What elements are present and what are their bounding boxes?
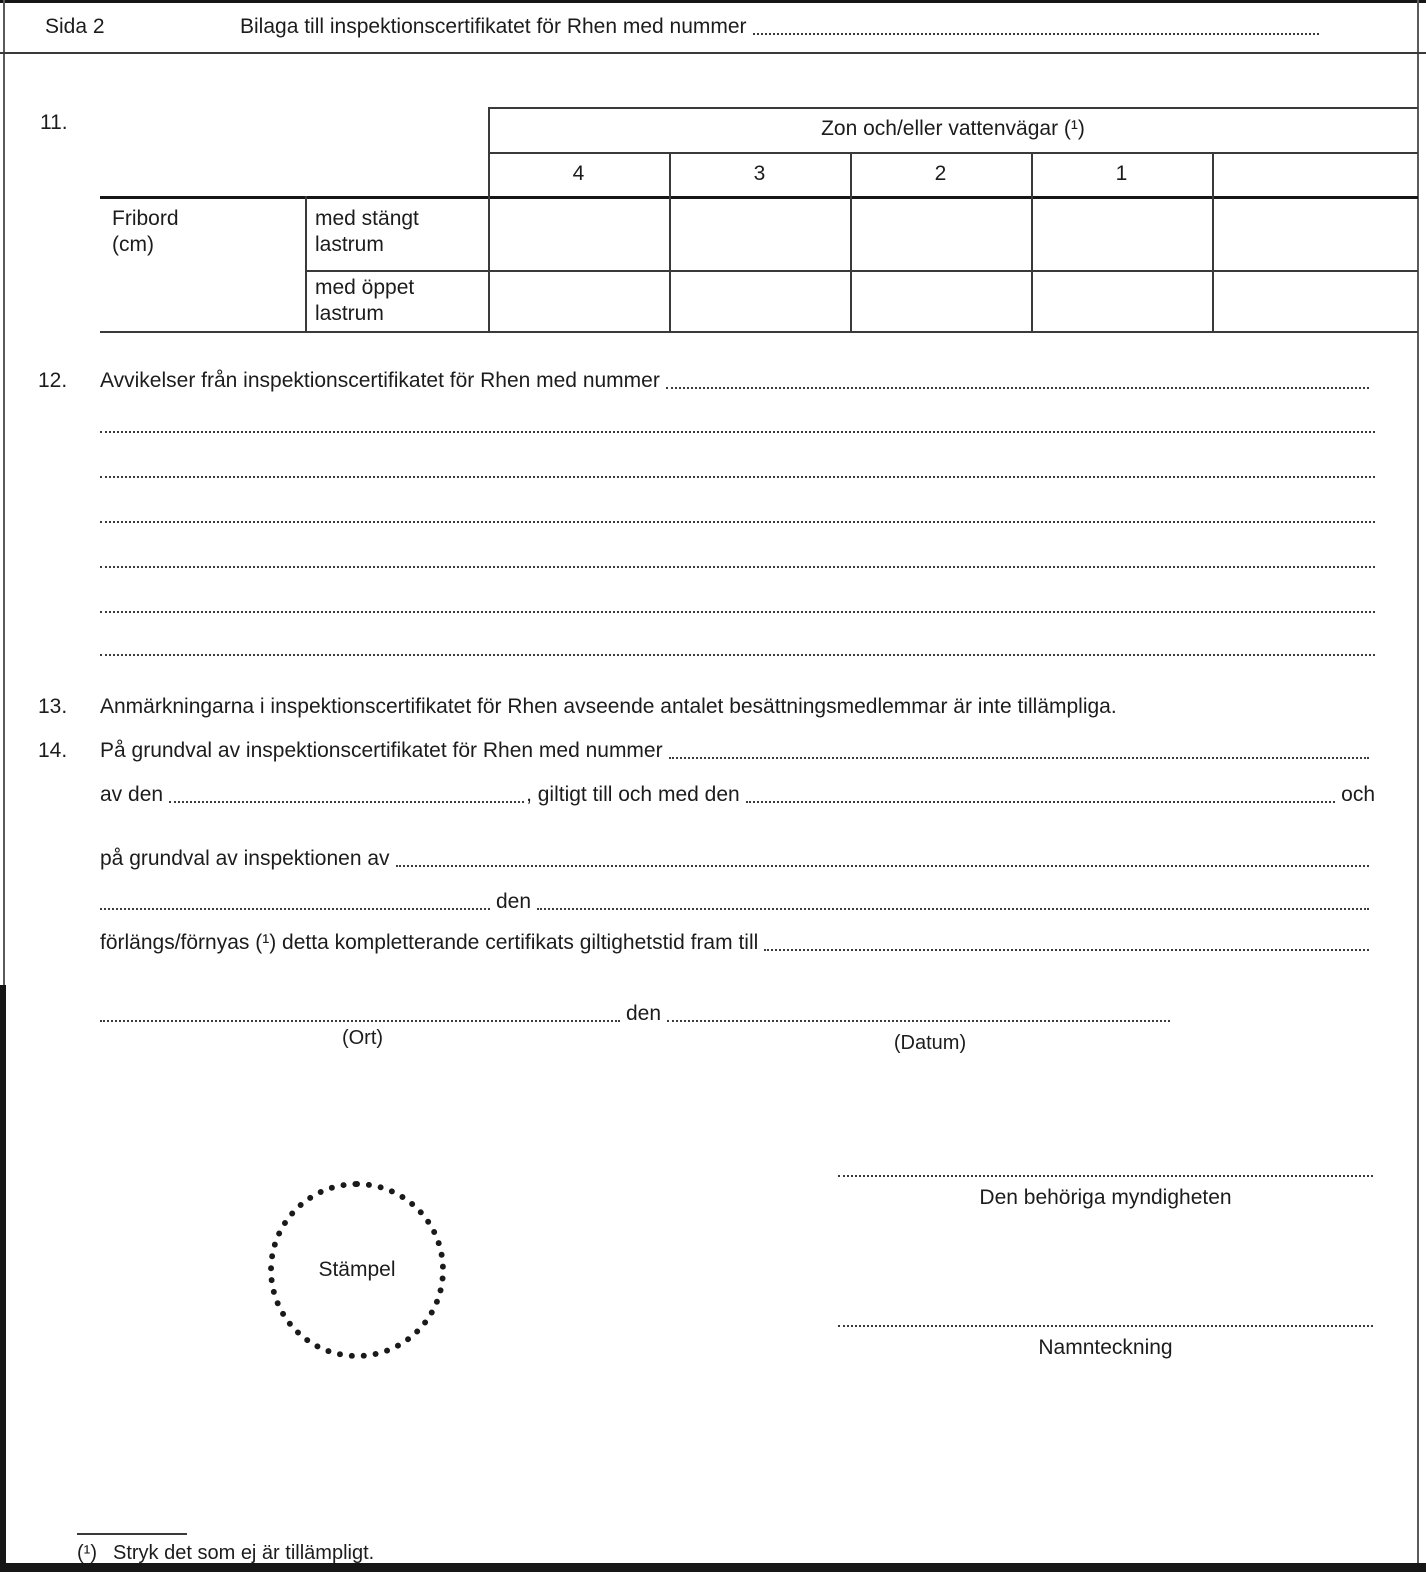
- cell-closed-zone-extra[interactable]: [1214, 199, 1417, 270]
- page-right-border: [1417, 0, 1419, 1572]
- cell-closed-zone-1[interactable]: [1033, 199, 1212, 270]
- section-13: [38, 694, 1375, 720]
- zone-column-1: 1: [1115, 162, 1128, 185]
- page-header: [45, 14, 1325, 40]
- page-title: Bilaga till inspektionscertifikatet för Rhen med nummer: [240, 15, 747, 38]
- freeboard-label-line2: (cm): [112, 233, 154, 257]
- page-number-label: Sida 2: [45, 15, 105, 38]
- field-deviations-line-6[interactable]: [100, 644, 1375, 656]
- section-14-line3: [100, 846, 1375, 872]
- stamp-area: [268, 1181, 446, 1359]
- table-top-line: [488, 107, 1418, 109]
- section-13-number: 13.: [38, 695, 68, 718]
- section-13-text: Anmärkningarna i inspektionscertifikatet för Rhen avseende antalet besättningsmedlemmar är inte tillämpliga.: [100, 695, 1117, 718]
- field-extended-until-date[interactable]: [764, 949, 1369, 951]
- section-14-line3-text: på grundval av inspektionen av: [100, 847, 390, 870]
- header-rule: [0, 52, 1426, 54]
- field-inspection-date[interactable]: [537, 908, 1369, 910]
- field-place[interactable]: [100, 1020, 620, 1022]
- footnote-text: Stryk det som ej är tillämpligt.: [113, 1542, 375, 1564]
- zone-column-3: 3: [753, 162, 766, 185]
- field-name-signature[interactable]: [838, 1315, 1373, 1327]
- footnote: [77, 1541, 1277, 1566]
- field-authority-signature[interactable]: [838, 1165, 1373, 1177]
- section-14-line5-text: förlängs/förnyas (¹) detta kompletterande certifikats giltighetstid fram till: [100, 931, 759, 954]
- section-14-line5: [100, 930, 1375, 956]
- field-deviations-line-1[interactable]: [100, 421, 1375, 433]
- section-14-line4: [100, 889, 1375, 915]
- section-14-number: 14.: [38, 739, 68, 762]
- field-deviations-line-5[interactable]: [100, 601, 1375, 613]
- cell-open-zone-2[interactable]: [852, 272, 1031, 331]
- row-open-hold-label: med öppet lastrum: [315, 276, 415, 326]
- section-14-line2: [100, 782, 1375, 808]
- footnote-rule: [77, 1533, 187, 1535]
- cell-open-zone-4[interactable]: [490, 272, 669, 331]
- section-12-label: Avvikelser från inspektionscertifikatet för Rhen med nummer: [100, 369, 660, 392]
- section-11-number: 11.: [40, 111, 68, 134]
- cell-open-zone-1[interactable]: [1033, 272, 1212, 331]
- footnote-marker: (¹): [77, 1542, 97, 1564]
- freeboard-label-line1: Fribord: [112, 207, 179, 230]
- stamp-label: Stämpel: [318, 1257, 396, 1281]
- field-inspection-by[interactable]: [396, 865, 1369, 867]
- field-issue-date[interactable]: [169, 801, 524, 803]
- signature-caption: Namnteckning: [1038, 1336, 1173, 1359]
- page-top-border: [0, 0, 1426, 3]
- section-14-line2-part3: och: [1341, 783, 1375, 806]
- zone-header-label: Zon och/eller vattenvägar (¹): [821, 117, 1085, 140]
- section-14-line2-part1: av den: [100, 783, 164, 806]
- date-caption: (Datum): [893, 1032, 967, 1054]
- cell-closed-zone-2[interactable]: [852, 199, 1031, 270]
- field-deviations-certificate-number[interactable]: [666, 387, 1369, 389]
- section-12: [38, 368, 1375, 394]
- place-date-line: [100, 1001, 1170, 1027]
- field-deviations-line-3[interactable]: [100, 511, 1375, 523]
- section-12-number: 12.: [38, 369, 68, 392]
- table-header-line: [488, 152, 1418, 154]
- field-annex-certificate-number[interactable]: [753, 33, 1319, 35]
- field-deviations-line-2[interactable]: [100, 466, 1375, 478]
- place-date-den: den: [626, 1002, 662, 1025]
- zone-column-4: 4: [572, 162, 585, 185]
- section-14-line1-text: På grundval av inspektionscertifikatet för Rhen med nummer: [100, 739, 663, 762]
- field-valid-until-date[interactable]: [746, 801, 1335, 803]
- field-basis-certificate-number[interactable]: [669, 757, 1369, 759]
- row-closed-hold-label: med stängt lastrum: [315, 207, 419, 257]
- page-left-border-thick: [0, 985, 6, 1572]
- authority-caption: Den behöriga myndigheten: [979, 1186, 1232, 1209]
- page-left-border: [3, 0, 5, 985]
- freeboard-label: [112, 206, 179, 259]
- table-bottom-line: [100, 331, 1418, 333]
- section-14-line4-den: den: [496, 890, 532, 913]
- field-date[interactable]: [667, 1020, 1170, 1022]
- cell-closed-zone-4[interactable]: [490, 199, 669, 270]
- section-14-line1: [38, 738, 1375, 764]
- cell-open-zone-3[interactable]: [671, 272, 850, 331]
- section-14-line2-part2: , giltigt till och med den: [526, 783, 740, 806]
- field-deviations-line-4[interactable]: [100, 556, 1375, 568]
- cell-open-zone-extra[interactable]: [1214, 272, 1417, 331]
- table-vline-labels: [305, 196, 307, 333]
- place-caption: (Ort): [341, 1027, 384, 1049]
- cell-closed-zone-3[interactable]: [671, 199, 850, 270]
- zone-column-2: 2: [934, 162, 947, 185]
- field-inspection-by-continued[interactable]: [100, 908, 490, 910]
